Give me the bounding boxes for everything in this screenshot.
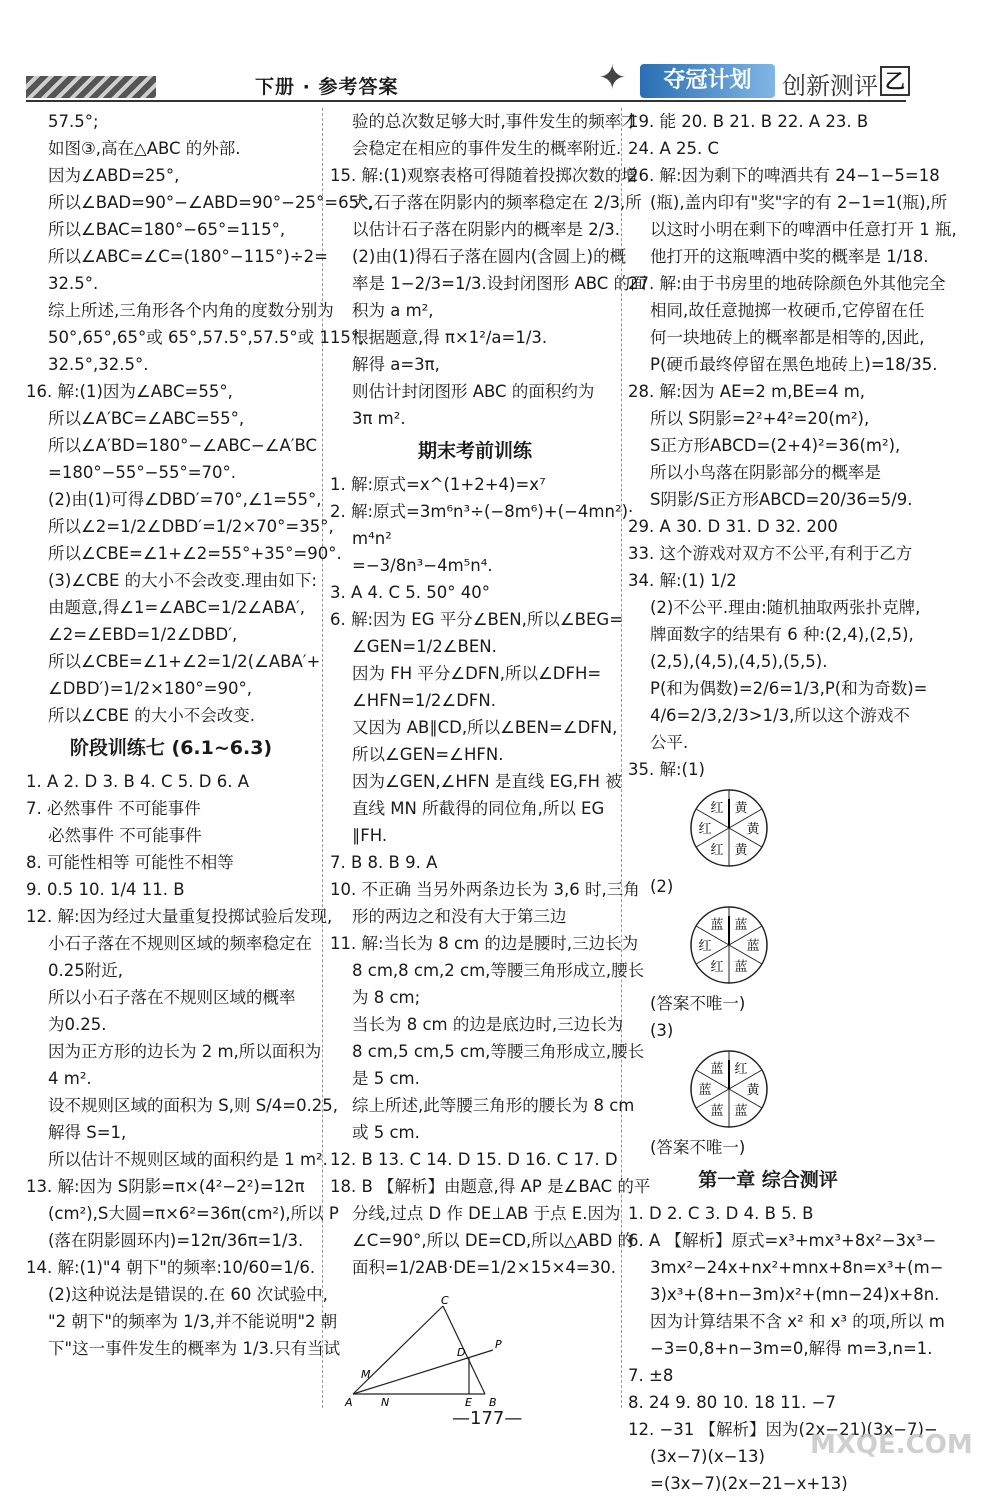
answer-line: 4/6=2/3,2/3>1/3,所以这个游戏不: [650, 706, 910, 725]
answer-line: (2)这种说法是错误的.在 60 次试验中,: [48, 1285, 328, 1304]
answer-line: 1. D 2. C 3. D 4. B 5. B: [628, 1204, 814, 1223]
column-divider: [621, 108, 623, 1408]
answer-line: 14. 解:(1)"4 朝下"的频率:10/60=1/6.: [26, 1258, 316, 1277]
volume-badge: 乙: [880, 66, 910, 96]
answer-line: 所以∠CBE=∠1+∠2=55°+35°=90°.: [48, 544, 342, 563]
answer-line: 所以∠A′BD=180°−∠ABC−∠A′BC: [48, 436, 318, 455]
answer-line: 10. 不正确 当另外两条边长为 3,6 时,三角: [330, 880, 640, 899]
section-title: 第一章 综合测评: [698, 1169, 838, 1191]
answer-line: =180°−55°−55°=70°.: [48, 463, 237, 482]
answer-line: (3)∠CBE 的大小不会改变.理由如下:: [48, 571, 317, 590]
answer-line: 32.5°.: [48, 274, 99, 293]
answer-line: 33. 这个游戏对双方不公平,有利于乙方: [628, 544, 913, 563]
sector-label: 蓝: [734, 918, 748, 934]
answer-line: 57.5°;: [48, 112, 99, 131]
point-label: E: [465, 1396, 472, 1409]
answer-line: 验的总次数足够大时,事件发生的频率才: [352, 112, 638, 131]
answer-line: 解得 S=1,: [48, 1123, 127, 1142]
answer-line: 又因为 AB∥CD,所以∠BEN=∠DFN,: [352, 718, 618, 737]
answer-line: (2)由(1)得石子落在圆内(含圆上)的概: [352, 247, 627, 266]
answer-line: 3mx²−24x+nx²+mnx+8n=x³+(m−: [650, 1258, 944, 1277]
bisector-ap: [353, 1350, 493, 1394]
sub-label: (2): [650, 877, 674, 896]
answer-line: 所以∠A′BC=∠ABC=55°,: [48, 409, 245, 428]
answer-line: 18. B 【解析】由题意,得 AP 是∠BAC 的平: [330, 1177, 651, 1196]
answer-line: S正方形ABCD=(2+4)²=36(m²),: [650, 436, 901, 455]
answer-column-3-top: [628, 108, 957, 783]
answer-line: 相同,故任意抛掷一枚硬币,它停留在任: [650, 301, 925, 320]
sector-label: 蓝: [698, 1083, 712, 1098]
answer-line: 因为计算结果不含 x² 和 x³ 的项,所以 m: [650, 1312, 945, 1331]
watermark: MXQE.COM: [810, 1430, 973, 1460]
answer-line: 所以小鸟落在阴影部分的概率是: [650, 463, 881, 482]
sector-label: 蓝: [734, 1103, 748, 1119]
sector-label: 黄: [734, 801, 748, 817]
answer-line: ∠GEN=1/2∠BEN.: [352, 637, 497, 656]
answer-line: 面积=1/2AB·DE=1/2×15×4=30.: [352, 1258, 616, 1277]
answer-line: 直线 MN 所截得的同位角,所以 EG: [352, 799, 605, 818]
answer-line: (3x−7)(x−13): [650, 1447, 765, 1466]
sector-label: 红: [710, 959, 724, 975]
answer-line: 以这时小明在剩下的啤酒中任意打开 1 瓶,: [650, 220, 957, 239]
answer-line: 13. 解:因为 S阴影=π×(4²−2²)=12π: [26, 1177, 305, 1196]
answer-line: 根据题意,得 π×1²/a=1/3.: [352, 328, 548, 347]
triangle-diagram: [345, 1294, 515, 1410]
answer-line: (瓶),盖内印有"奖"字的有 2−1=1(瓶),所: [650, 193, 948, 212]
spinner-wheel: [688, 787, 770, 869]
brand-logo: 夺冠计划: [640, 64, 775, 98]
header-rule: [26, 100, 906, 102]
answer-line: ∠DBD′)=1/2×180°=90°,: [48, 679, 252, 698]
answer-line: ∠HFN=1/2∠DFN.: [352, 691, 496, 710]
answer-line: 6. A 【解析】原式=x³+mx³+8x²−3x³−: [628, 1231, 937, 1250]
section-title: 阶段训练七 (6.1~6.3): [69, 737, 273, 759]
answer-line: 24. A 25. C: [628, 139, 720, 158]
answer-line: 他打开的这瓶啤酒中奖的概率是 1/18.: [650, 247, 929, 266]
answer-line: (2)不公平.理由:随机抽取两张扑克牌,: [650, 598, 921, 617]
answer-line: 11. 解:当长为 8 cm 的边是腰时,三边长为: [330, 934, 639, 953]
answer-line: 8 cm,8 cm,2 cm,等腰三角形成立,腰长: [352, 961, 645, 980]
answer-line: 设不规则区域的面积为 S,则 S/4=0.25,: [48, 1096, 339, 1115]
sector-label: 红: [698, 939, 712, 954]
answer-line: 8. 可能性相等 可能性不相等: [26, 853, 234, 872]
answer-line: 大,石子落在阴影内的频率稳定在 2/3,所: [352, 193, 642, 212]
answer-line: 率是 1−2/3=1/3.设封闭图形 ABC 的面: [352, 274, 647, 293]
answer-line: 由题意,得∠1=∠ABC=1/2∠ABA′,: [48, 598, 306, 617]
answer-line: 9. 0.5 10. 1/4 11. B: [26, 880, 185, 899]
point-label: B: [489, 1396, 497, 1409]
answer-line: 7. B 8. B 9. A: [330, 853, 438, 872]
answer-line: 为0.25.: [48, 1015, 107, 1034]
answer-line: 35. 解:(1): [628, 760, 705, 779]
answer-note: (答案不唯一): [650, 1138, 746, 1157]
answer-line: 6. 解:因为 EG 平分∠BEN,所以∠BEG=: [330, 610, 624, 629]
answer-line: 所以小石子落在不规则区域的概率: [48, 988, 296, 1007]
point-label: N: [381, 1396, 390, 1409]
answer-line: 27. 解:由于书房里的地砖除颜色外其他完全: [628, 274, 946, 293]
answer-line: 32.5°,32.5°.: [48, 355, 149, 374]
answer-line: P(和为偶数)=2/6=1/3,P(和为奇数)=: [650, 679, 928, 698]
answer-line: =(3x−7)(2x−21−x+13): [650, 1474, 848, 1493]
answer-line: 综上所述,此等腰三角形的腰长为 8 cm: [352, 1096, 635, 1115]
answer-line: 29. A 30. D 31. D 32. 200: [628, 517, 838, 536]
page-number: —177—: [452, 1408, 523, 1429]
answer-line: 所以∠CBE 的大小不会改变.: [48, 706, 256, 725]
page-header: [0, 0, 1000, 110]
answer-line: 分线,过点 D 作 DE⊥AB 于点 E.因为: [352, 1204, 621, 1223]
answer-line: m⁴n²: [352, 529, 392, 548]
answer-line: 公平.: [650, 733, 689, 752]
answer-line: 下"这一事件发生的概率为 1/3.只有当试: [48, 1339, 341, 1358]
answer-line: 7. 必然事件 不可能事件: [26, 799, 201, 818]
answer-line: 4 m².: [48, 1069, 92, 1088]
answer-line: 2. 解:原式=3m⁶n³÷(−8m⁶)+(−4mn²)·: [330, 502, 634, 521]
spinner-wheel: [688, 1048, 770, 1130]
answer-line: 如图③,高在△ABC 的外部.: [48, 139, 241, 158]
answer-line: 因为 FH 平分∠DFN,所以∠DFH=: [352, 664, 602, 683]
sector-label: 红: [710, 801, 724, 817]
answer-line: (cm²),S大圆=π×6²=36π(cm²),所以 P: [48, 1204, 339, 1223]
answer-line: (落在阴影圆环内)=12π/36π=1/3.: [48, 1231, 304, 1250]
answer-line: 当长为 8 cm 的边是底边时,三边长为: [352, 1015, 624, 1034]
answer-line: 28. 解:因为 AE=2 m,BE=4 m,: [628, 382, 866, 401]
sector-label: 蓝: [710, 918, 724, 934]
answer-line: 何一块地砖上的概率都是相等的,因此,: [650, 328, 925, 347]
sector-label: 红: [710, 842, 724, 858]
sector-label: 蓝: [710, 1103, 724, 1119]
answer-line: 则估计封闭图形 ABC 的面积约为: [352, 382, 595, 401]
answer-line: 19. 能 20. B 21. B 22. A 23. B: [628, 112, 869, 131]
sector-label: 蓝: [734, 959, 748, 975]
answer-line: 所以∠GEN=∠HFN.: [352, 745, 504, 764]
answer-line: (2,5),(4,5),(4,5),(5,5).: [650, 652, 828, 671]
answer-line: 0.25附近,: [48, 961, 123, 980]
answer-line: "2 朝下"的频率为 1/3,并不能说明"2 朝: [48, 1312, 338, 1331]
spinner-wheel: [688, 904, 770, 986]
point-label: M: [361, 1368, 371, 1381]
answer-line: 因为∠GEN,∠HFN 是直线 EG,FH 被: [352, 772, 622, 791]
answer-line: 是 5 cm.: [352, 1069, 420, 1088]
answer-line: ∥FH.: [352, 826, 388, 845]
answer-line: 必然事件 不可能事件: [48, 826, 202, 845]
sector-label: 红: [734, 1062, 748, 1078]
answer-column-3: [628, 108, 957, 1497]
answer-line: 7. ±8: [628, 1366, 674, 1385]
answer-line: 50°,65°,65°或 65°,57.5°,57.5°或 115°,: [48, 328, 365, 347]
answer-line: 为 8 cm;: [352, 988, 421, 1007]
answer-line: −3=0,8+n−3m=0,解得 m=3,n=1.: [650, 1339, 933, 1358]
sector-label: 黄: [746, 1083, 760, 1098]
answer-line: ∠2=∠EBD=1/2∠DBD′,: [48, 625, 238, 644]
sector-label: 黄: [734, 842, 748, 858]
point-label: D: [457, 1346, 466, 1359]
answer-line: 积为 a m²,: [352, 301, 434, 320]
sub-label: (3): [650, 1021, 674, 1040]
spinner-figures: [628, 787, 908, 1161]
answer-line: 8 cm,5 cm,5 cm,等腰三角形成立,腰长: [352, 1042, 645, 1061]
answer-line: 小石子落在不规则区域的频率稳定在: [48, 934, 312, 953]
answer-line: P(硬币最终停留在黑色地砖上)=18/35.: [650, 355, 938, 374]
answer-line: =−3/8n³−4m⁵n⁴.: [352, 556, 493, 575]
answer-line: 所以∠BAD=90°−∠ABD=90°−25°=65°,: [48, 193, 373, 212]
answer-line: 解得 a=3π,: [352, 355, 440, 374]
answer-line: 16. 解:(1)因为∠ABC=55°,: [26, 382, 233, 401]
header-stripe-decoration: [26, 76, 156, 98]
sector-label: 蓝: [710, 1062, 724, 1078]
answer-line: 12. B 13. C 14. D 15. D 16. C 17. D: [330, 1150, 618, 1169]
answer-line: 8. 24 9. 80 10. 18 11. −7: [628, 1393, 836, 1412]
answer-line: 所以 S阴影=2²+4²=20(m²),: [650, 409, 870, 428]
answer-line: 3π m².: [352, 409, 406, 428]
sector-label: 蓝: [746, 939, 760, 954]
trophy-icon: ✦: [598, 58, 627, 98]
answer-line: (2)由(1)可得∠DBD′=70°,∠1=55°,: [48, 490, 322, 509]
header-title: 下册 · 参考答案: [255, 76, 399, 98]
answer-line: 因为正方形的边长为 2 m,所以面积为: [48, 1042, 322, 1061]
answer-line: 所以∠2=1/2∠DBD′=1/2×70°=35°,: [48, 517, 334, 536]
answer-line: S阴影/S正方形ABCD=20/36=5/9.: [650, 490, 913, 509]
sector-label: 红: [698, 822, 712, 837]
answer-line: 12. 解:因为经过大量重复投掷试验后发现,: [26, 907, 333, 926]
sector-label: 黄: [746, 822, 760, 837]
answer-line: 34. 解:(1) 1/2: [628, 571, 737, 590]
answer-line: 因为∠ABD=25°,: [48, 166, 180, 185]
answer-line: 3)x³+(8+n−3m)x²+(mn−24)x+8n.: [650, 1285, 940, 1304]
answer-note: (答案不唯一): [650, 994, 746, 1013]
answer-line: 牌面数字的结果有 6 种:(2,4),(2,5),: [650, 625, 914, 644]
answer-line: 15. 解:(1)观察表格可得随着投掷次数的增: [330, 166, 638, 185]
point-label: P: [495, 1338, 502, 1351]
answer-line: 12. −31 【解析】因为(2x−21)(3x−7)−: [628, 1420, 938, 1439]
answer-line: 或 5 cm.: [352, 1123, 420, 1142]
answer-line: 1. 解:原式=x^(1+2+4)=x⁷: [330, 475, 546, 494]
answer-column-2: [330, 108, 651, 1281]
answer-line: 以估计石子落在阴影内的概率是 2/3.: [352, 220, 621, 239]
answer-line: 综上所述,三角形各个内角的度数分别为: [48, 301, 334, 320]
series-name: 创新测评: [782, 72, 878, 100]
answer-line: 26. 解:因为剩下的啤酒共有 24−1−5=18: [628, 166, 940, 185]
answer-line: 会稳定在相应的事件发生的概率附近.: [352, 139, 622, 158]
answer-line: 1. A 2. D 3. B 4. C 5. D 6. A: [26, 772, 249, 791]
section-title: 期末考前训练: [417, 440, 532, 462]
point-label: C: [441, 1294, 449, 1307]
answer-line: ∠C=90°,所以 DE=CD,所以△ABD 的: [352, 1231, 635, 1250]
answer-line: 所以∠ABC=∠C=(180°−115°)÷2=: [48, 247, 328, 266]
answer-line: 形的两边之和没有大于第三边: [352, 907, 567, 926]
answer-line: 3. A 4. C 5. 50° 40°: [330, 583, 490, 602]
point-label: A: [345, 1396, 353, 1409]
answer-line: 所以∠BAC=180°−65°=115°,: [48, 220, 286, 239]
answer-line: 所以估计不规则区域的面积约是 1 m².: [48, 1150, 328, 1169]
answer-line: 所以∠CBE=∠1+∠2=1/2(∠ABA′+: [48, 652, 321, 671]
